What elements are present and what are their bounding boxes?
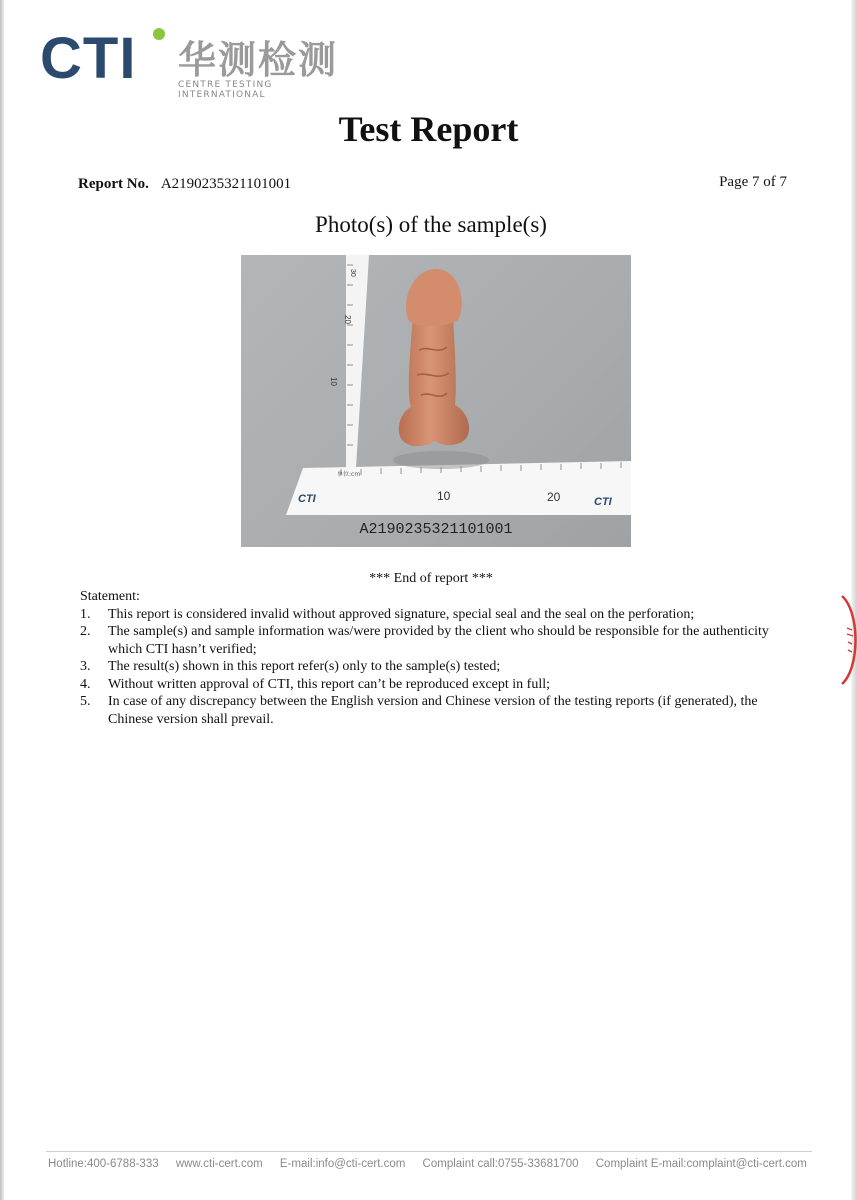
page-edge [0,0,4,1200]
statement-item-text: The sample(s) and sample information was/were provided by the client who should be responsible for the authenticity which CTI hasn’t verified; [108,624,769,657]
statement-item [80,623,780,658]
report-number-label: Report No. [78,176,149,192]
ruler-brand-right: CTI [594,496,612,508]
statement-item-number: 4. [80,676,91,692]
ruler-label-20: 20 [547,490,561,504]
statement-item-number: 3. [80,659,91,674]
section-title: Photo(s) of the sample(s) [315,212,547,237]
sample-body [399,315,469,446]
statement-item [80,606,780,624]
footer-website[interactable]: www.cti-cert.com [175,1158,263,1170]
end-of-report: *** End of report *** [369,571,493,586]
sample-photo-illustration [241,255,631,547]
photo-caption: A2190235321101001 [359,521,513,538]
cti-logo [40,26,340,100]
statement-item-number: 2. [80,624,91,639]
statement-item [80,693,780,728]
ruler-vertical-10: 10 [329,377,338,386]
statement-item-text: The result(s) shown in this report refer(s) only to the sample(s) tested; [108,659,501,674]
ruler-vertical-30: 30 [349,269,356,277]
logo-english: CENTRE TESTING INTERNATIONAL [178,80,273,100]
statement-heading: Statement: [80,589,140,604]
report-number-value: A2190235321101001 [160,176,292,192]
statement [80,588,780,728]
statement-item-text: Without written approval of CTI, this report can’t be reproduced except in full; [108,676,550,692]
statement-item-number: 1. [80,606,91,622]
statement-item [80,676,780,694]
statement-item-text: In case of any discrepancy between the English version and Chinese version of the testing reports (if generated), the Chinese version shall prevail. [108,694,758,727]
logo-dot-icon [153,28,165,40]
page-number: Page 7 of 7 [719,174,787,190]
report-number [78,176,291,193]
ruler-unit: 单位:cm [337,471,361,478]
ruler-vertical-20: 20 [343,315,352,324]
statement-item-text: This report is considered invalid without approved signature, special seal and the seal on the perforation; [108,606,695,622]
logo-brand: CTI [40,26,137,91]
ruler-brand-left: CTI [298,493,316,505]
perforation-seal [838,590,857,690]
statement-item [80,658,780,676]
page-title: Test Report [338,109,519,149]
ruler-horizontal [286,461,631,515]
footer [48,1158,818,1170]
footer-hotline: Hotline:400-6788-333 [48,1158,159,1170]
sample-tip [406,269,462,326]
ruler-vertical [346,255,369,468]
footer-divider [46,1151,812,1152]
sample-photo [241,255,631,547]
logo-chinese: 华测检测 [178,38,339,82]
ruler-label-10: 10 [437,489,451,503]
footer-complaint-call: Complaint call:0755-33681700 [422,1158,579,1170]
footer-email[interactable]: E-mail:info@cti-cert.com [279,1158,406,1170]
footer-complaint-email[interactable]: Complaint E-mail:complaint@cti-cert.com [595,1158,807,1170]
statement-item-number: 5. [80,694,91,709]
